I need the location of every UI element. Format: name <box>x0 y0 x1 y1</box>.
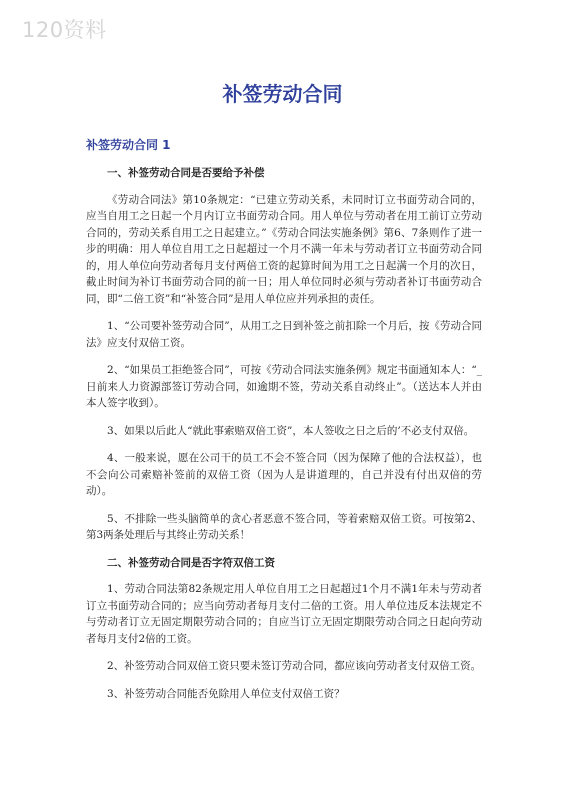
paragraph-6: 5、不排除一些头脑简单的贪心者恶意不签合同，等着索赔双倍工资。可按第2、第3两条处理后与其终止劳动关系！ <box>86 512 482 541</box>
section-title: 补签劳动合同 1 <box>86 138 171 152</box>
paragraph-4: 3、如果以后此人“就此事索赔双倍工资”，本人签收之日之后的’不必支付双倍。 <box>107 424 475 437</box>
watermark-logo: 120资料 <box>22 18 107 42</box>
heading-1: 一、补签劳动合同是否要给予补偿 <box>107 167 265 179</box>
paragraph-1: 《劳动合同法》第10条规定：“已建立劳动关系，未同时订立书面劳动合同的，应当自用工之日起一个月内订立书面劳动合同。用人单位与劳动者在用工前订立劳动合同的，劳动关系自用工之日起建立。”《劳动合同法实施条例》第6、7条则作了进一步的明确：用人单位自用工之日起超过一个月不满一年未与劳动者订立书面劳动合同的，用人单位向劳动者每月支付两倍工资的起算时间为用工之日起满一个月的次日，截止时间为补订书面劳动合同的前一日；用人单位同时必须与劳动者补订书面劳动合同，即“二倍工资”和“补签合同”是用人单位应并列承担的责任。 <box>86 193 482 305</box>
paragraph-5: 4、一般来说，愿在公司干的员工不会不签合同（因为保障了他的合法权益），也不会向公司索赔补签前的双倍工资（因为人是讲道理的，自己并没有付出双倍的劳动）。 <box>86 452 482 497</box>
page-title: 补签劳动合同 <box>222 82 343 106</box>
heading-2: 二、补签劳动合同是否字符双倍工资 <box>107 556 275 569</box>
paragraph-3: 2、“如果员工拒绝签合同”，可按《劳动合同法实施条例》规定书面通知本人：“_日前来人力资源部签订劳动合同，如逾期不签，劳动关系自动终止”。（送达本人并由本人签字收到）。 <box>86 364 482 409</box>
paragraph-8: 2、补签劳动合同双倍工资只要未签订劳动合同，都应该向劳动者支付双倍工资。 <box>107 660 482 672</box>
document-body <box>86 165 482 713</box>
paragraph-7: 1、劳动合同法第82条规定用人单位自用工之日起超过1个月不满1年未与劳动者订立书面劳动合同的；应当向劳动者每月支付二倍的工资。用人单位违反本法规定不与劳动者订立无固定期限劳动合同的；自应当订立无固定期限劳动合同之日起向劳动者每月支付2倍的工资。 <box>86 583 482 645</box>
paragraph-9: 3、补签劳动合同能否免除用人单位支付双倍工资？ <box>107 687 345 700</box>
paragraph-2: 1、“公司要补签劳动合同”，从用工之日到补签之前扣除一个月后，按《劳动合同法》应支付双倍工资。 <box>86 320 482 349</box>
